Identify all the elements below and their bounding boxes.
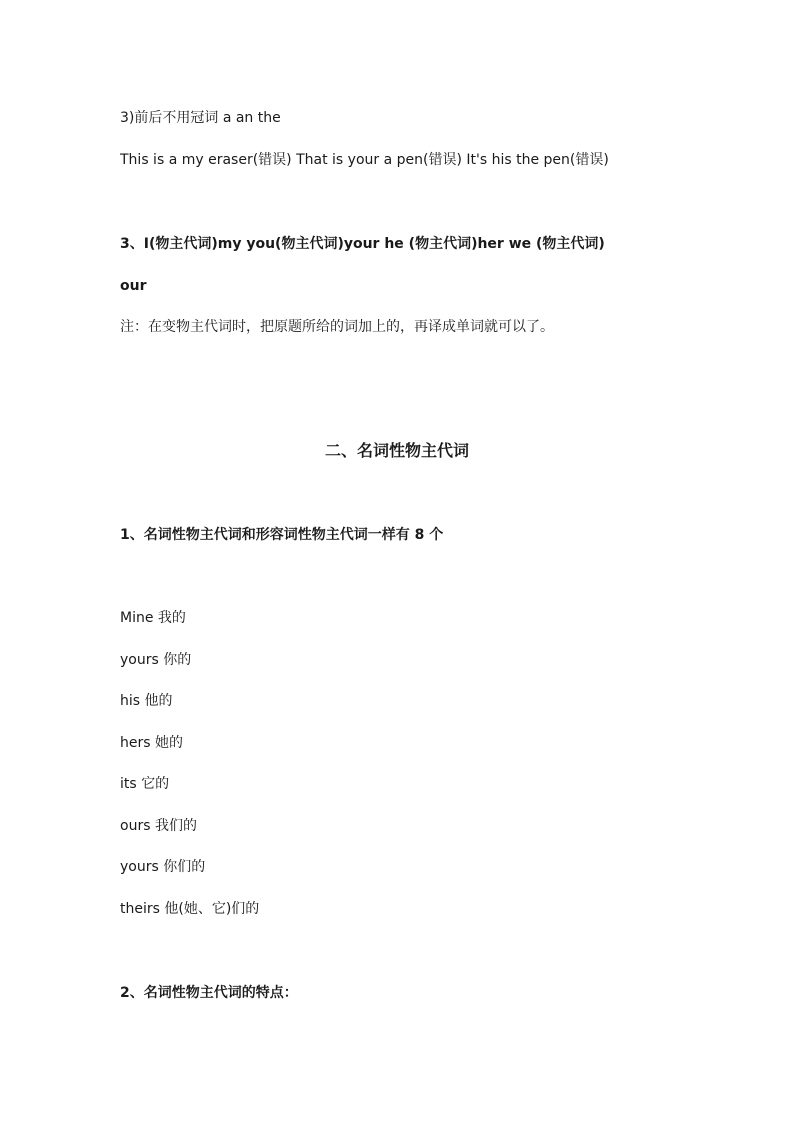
pronoun-list-item: his 他的 [120, 693, 173, 709]
incorrect-examples: This is a my eraser(错误) That is your a pen(错误) It's his the pen(错误) [120, 152, 609, 168]
pronoun-list-item: hers 她的 [120, 735, 183, 751]
item2-characteristics: 2、名词性物主代词的特点： [120, 985, 298, 1001]
pronoun-list-item: its 它的 [120, 776, 170, 792]
conversion-note: 注：在变物主代词时，把原题所给的词加上的，再译成单词就可以了。 [120, 319, 554, 335]
pronoun-list-item: Mine 我的 [120, 610, 186, 626]
pronoun-list-item: theirs 他(她、它)们的 [120, 901, 260, 917]
pronoun-list-item: yours 你们的 [120, 859, 206, 875]
pronoun-list-item: ours 我们的 [120, 818, 197, 834]
pronoun-list-item: yours 你的 [120, 652, 192, 668]
item3-pronoun-list: 3、I(物主代词)my you(物主代词)your he (物主代词)her we (物主代词) [120, 236, 605, 252]
rule-no-articles: 3)前后不用冠词 a an the [120, 110, 281, 126]
section-heading-noun-possessive: 二、名词性物主代词 [324, 441, 469, 460]
item1-pronoun-count: 1、名词性物主代词和形容词性物主代词一样有 8 个 [120, 527, 444, 543]
item3-pronoun-list-continued: our [120, 278, 147, 294]
